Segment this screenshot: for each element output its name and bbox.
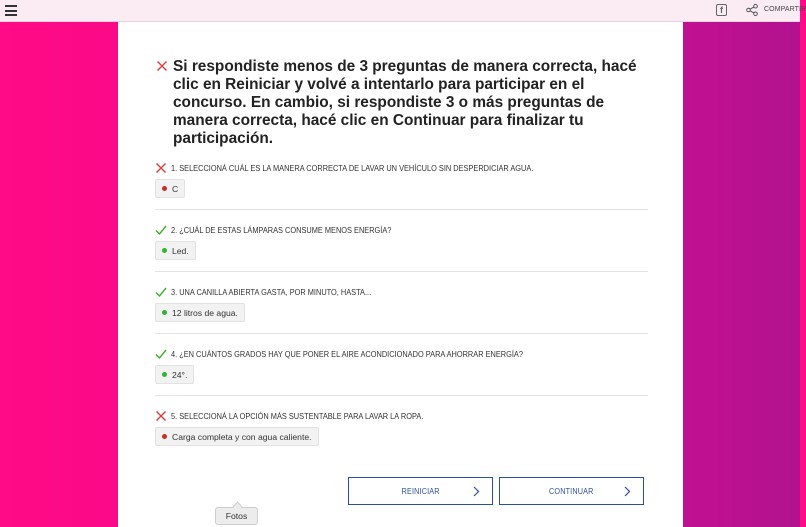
check-icon (155, 224, 167, 236)
divider (155, 333, 648, 334)
answer-chip (155, 365, 194, 384)
restart-button[interactable] (348, 477, 493, 505)
answer-chip (155, 427, 319, 446)
answer-text: 24°. (172, 369, 188, 380)
hamburger-menu-icon[interactable] (5, 5, 17, 16)
incorrect-dot-icon (162, 186, 167, 191)
continue-button-label: CONTINUAR (549, 486, 594, 496)
divider (155, 209, 648, 210)
answer-text: 12 litros de agua. (172, 307, 238, 318)
answer-text: Led. (172, 245, 189, 256)
share-label[interactable]: COMPARTIR (764, 6, 806, 13)
check-icon (155, 286, 167, 298)
fotos-tab[interactable]: Fotos (215, 507, 258, 525)
divider (155, 395, 648, 396)
answer-chip (155, 241, 196, 260)
facebook-icon[interactable]: f (716, 4, 727, 16)
question-text: 3. UNA CANILLA ABIERTA GASTA, POR MINUTO, HASTA... (171, 287, 372, 297)
incorrect-dot-icon (162, 434, 167, 439)
question-text: 4. ¿EN CUÁNTOS GRADOS HAY QUE PONER EL AIRE ACONDICIONADO PARA AHORRAR ENERGÍA? (171, 349, 523, 359)
quiz-results-card (118, 22, 683, 527)
answer-text: C (172, 183, 179, 194)
correct-dot-icon (162, 372, 167, 377)
x-icon (155, 410, 167, 422)
restart-button-label: REINICIAR (401, 486, 440, 496)
top-bar (0, 0, 806, 22)
share-icon[interactable] (746, 4, 758, 16)
correct-dot-icon (162, 248, 167, 253)
chevron-right-icon (472, 486, 480, 497)
x-icon (156, 60, 168, 72)
continue-button[interactable] (499, 477, 644, 505)
chevron-right-icon (623, 486, 631, 497)
question-text: 1. SELECCIONÁ CUÁL ES LA MANERA CORRECTA DE LAVAR UN VEHÍCULO SIN DESPERDICIAR AGUA. (171, 163, 534, 173)
answer-chip (155, 179, 185, 198)
question-text: 5. SELECCIONÁ LA OPCIÓN MÁS SUSTENTABLE PARA LAVAR LA ROPA. (171, 411, 424, 421)
correct-dot-icon (162, 310, 167, 315)
result-message: Si respondiste menos de 3 preguntas de manera correcta, hacé clic en Reiniciar y volvé a intentarlo para participar en el concurso. En cambio, si respondiste 3 o más preguntas de manera correcta, hacé clic en Continuar para finalizar tu participación. (173, 58, 637, 147)
x-icon (155, 162, 167, 174)
divider (155, 271, 648, 272)
answer-text: Carga completa y con agua caliente. (172, 431, 312, 442)
answer-chip (155, 303, 245, 322)
check-icon (155, 348, 167, 360)
question-text: 2. ¿CUÁL DE ESTAS LÁMPARAS CONSUME MENOS ENERGÍA? (171, 225, 392, 235)
